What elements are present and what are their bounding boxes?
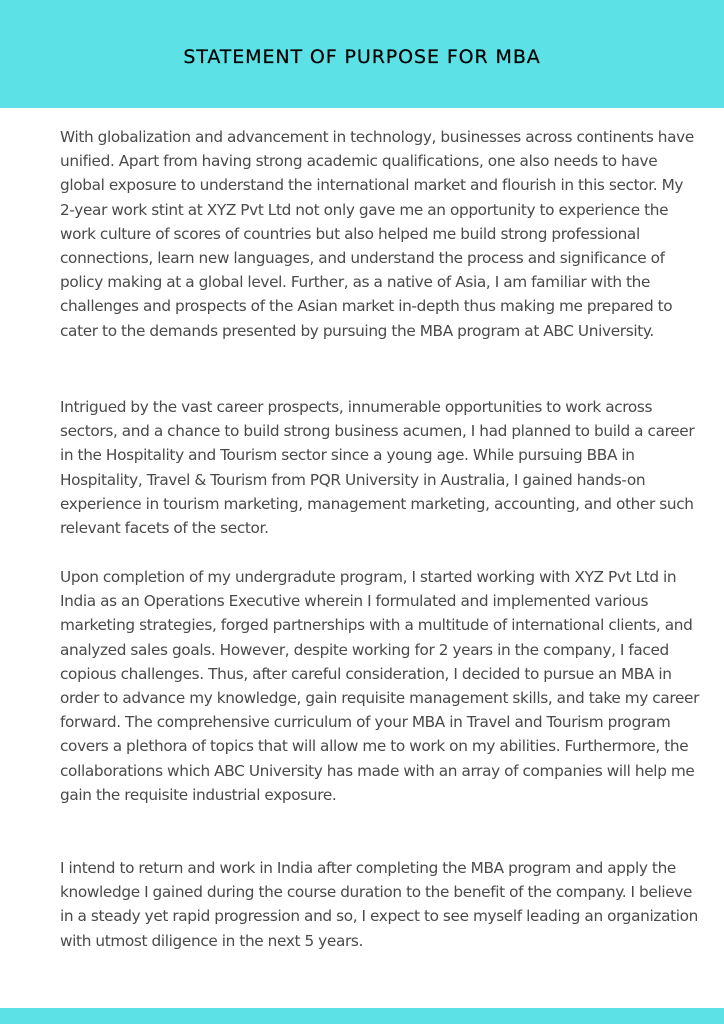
footer-bar [0,1008,724,1024]
page-title: STATEMENT OF PURPOSE FOR MBA [183,46,541,68]
paragraph-work-experience: Upon completion of my undergradute program, I started working with XYZ Pvt Ltd in India as an Operations Executive wherein I formulated and implemented various marketing strategies, forged partnerships with a multitude of international clients, and analyzed sales goals. However, despite working for 2 years in the company, I faced copious challenges. Thus, after careful consideration, I decided to pursue an MBA in order to advance my knowledge, gain requisite management skills, and take my career forward. The comprehensive curriculum of your MBA in Travel and Tourism program covers a plethora of topics that will allow me to work on my abilities. Furthermore, the collaborations which ABC University has made with an array of companies will help me gain the requisite industrial exposure. [60,568,700,804]
header-banner [0,0,724,108]
paragraph-career-interest: Intrigued by the vast career prospects, innumerable opportunities to work across sectors, and a chance to build strong business acumen, I had planned to build a career in the Hospitality and Tourism sector since a young age. While pursuing BBA in Hospitality, Travel & Tourism from PQR University in Australia, I gained hands-on experience in tourism marketing, management marketing, accounting, and other such relevant facets of the sector. [60,398,695,538]
paragraph-future-goals: I intend to return and work in India after completing the MBA program and apply the knowledge I gained during the course duration to the benefit of the company. I believe in a steady yet rapid progression and so, I expect to see myself leading an organization with utmost diligence in the next 5 years. [60,859,699,950]
paragraph-globalization: With globalization and advancement in technology, businesses across continents have unified. Apart from having strong academic qualifications, one also needs to have global exposure to understand the international market and flourish in this sector. My 2-year work stint at XYZ Pvt Ltd not only gave me an opportunity to experience the work culture of scores of countries but also helped me build strong professional connections, learn new languages, and understand the process and significance of policy making at a global level. Further, as a native of Asia, I am familiar with the challenges and prospects of the Asian market in-depth thus making me prepared to cater to the demands presented by pursuing the MBA program at ABC University. [60,128,694,340]
